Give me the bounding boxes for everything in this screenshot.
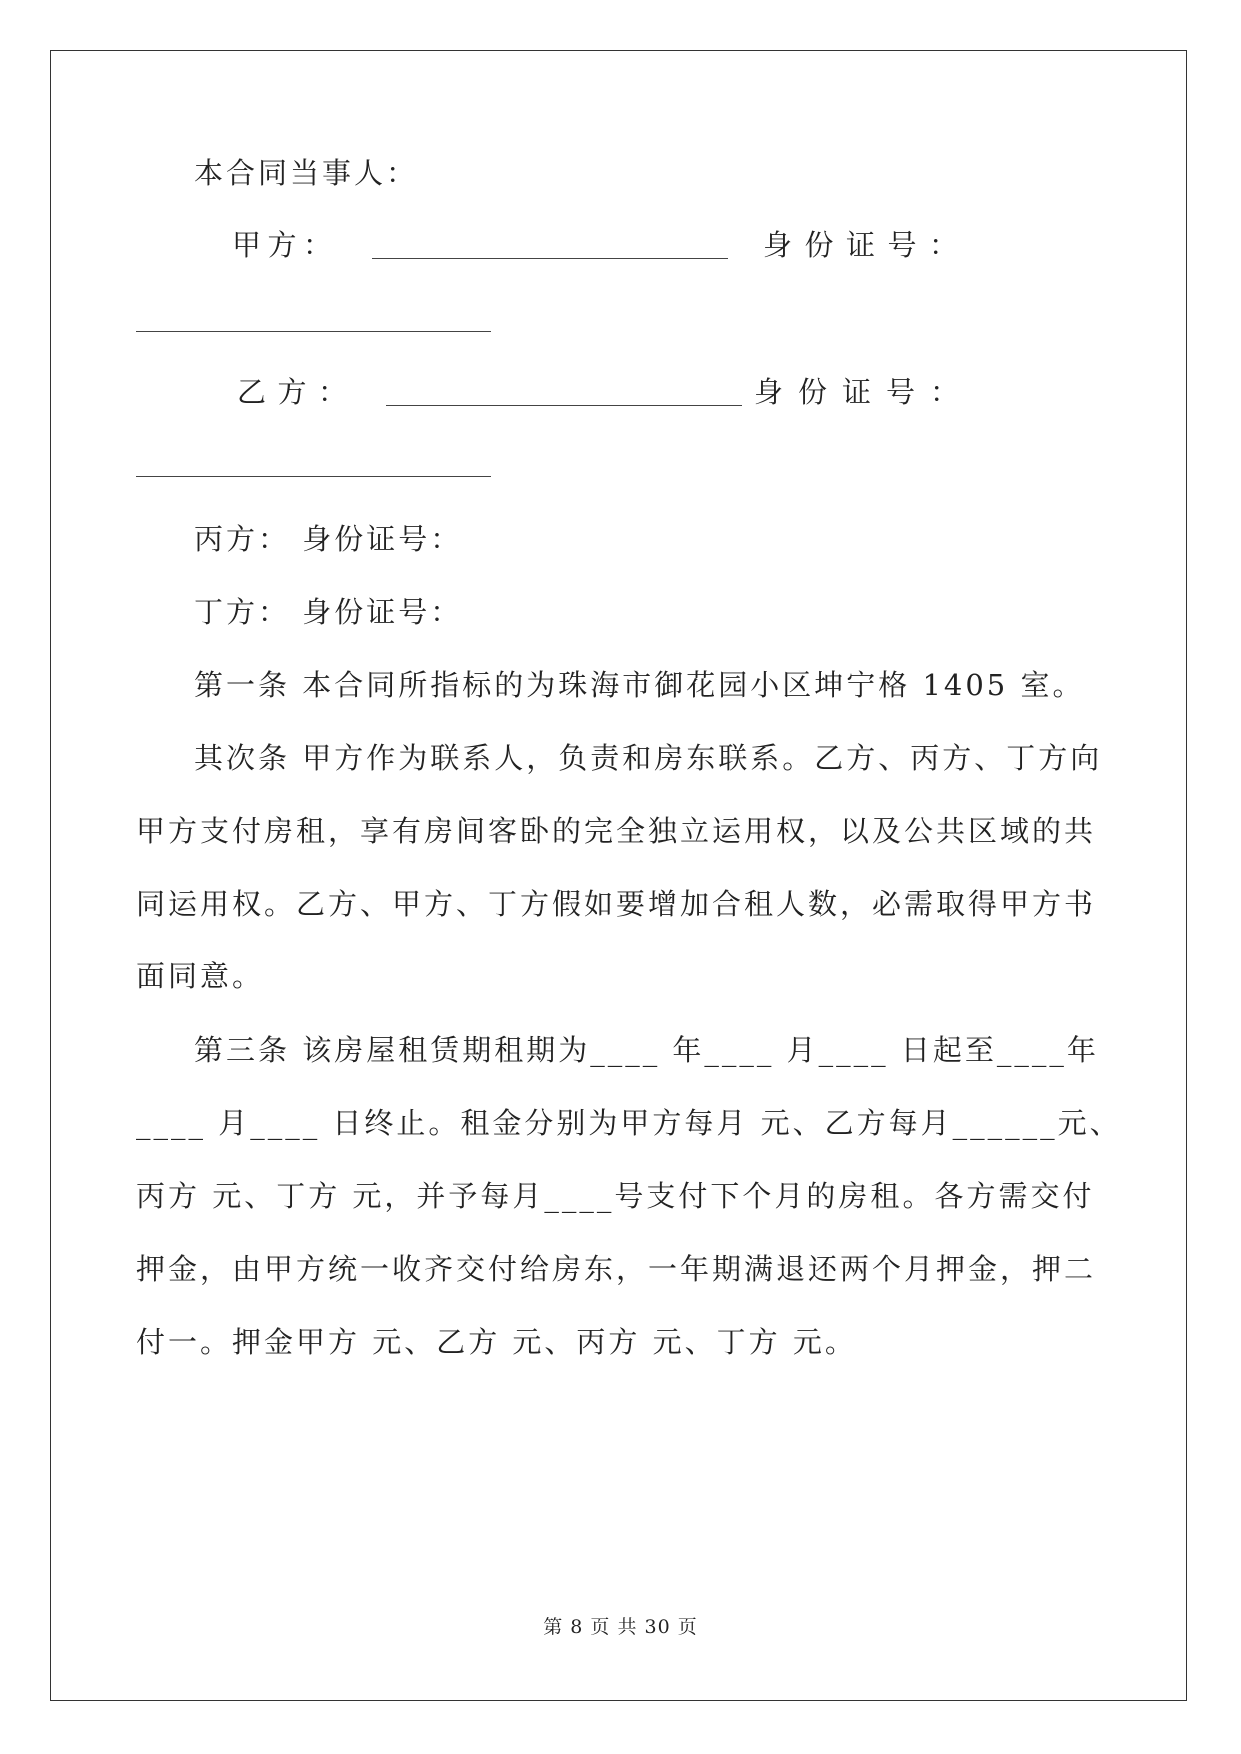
page-footer: 第 8 页 共 30 页 bbox=[543, 1616, 698, 1638]
article-3-line: ____ 月____ 日终止。租金分别为甲方每月 元、乙方每月______元、 bbox=[136, 1106, 1122, 1140]
id-label-char: 号 bbox=[887, 228, 917, 262]
party-b-char: 乙 bbox=[237, 375, 267, 409]
id-label-char: 身 bbox=[763, 228, 793, 262]
article-3-line: 押金，由甲方统一收齐交付给房东，一年期满退还两个月押金，押二 bbox=[136, 1252, 1097, 1286]
party-a-id-blank bbox=[136, 331, 491, 332]
article-2-line: 同运用权。乙方、甲方、丁方假如要增加合租人数，必需取得甲方书 bbox=[136, 887, 1097, 921]
article-1: 第一条 本合同所指标的为珠海市御花园小区坤宁格 1405 室。 bbox=[194, 668, 1085, 702]
party-b-char: ： bbox=[317, 375, 347, 409]
id-label-char: ： bbox=[928, 228, 958, 262]
id-label-char: 证 bbox=[841, 375, 871, 409]
article-3-line: 第三条 该房屋租赁期租期为____ 年____ 月____ 日起至____年 bbox=[194, 1033, 1099, 1067]
intro-line: 本合同当事人： bbox=[194, 156, 419, 190]
article-2-line: 面同意。 bbox=[136, 959, 265, 993]
party-b-row bbox=[237, 372, 347, 412]
party-a-id-label bbox=[763, 225, 958, 265]
id-label-char: 份 bbox=[804, 228, 834, 262]
party-b-id-label bbox=[754, 372, 959, 412]
article-3-line: 付一。押金甲方 元、乙方 元、丙方 元、丁方 元。 bbox=[136, 1325, 857, 1359]
page-border bbox=[50, 50, 1187, 1701]
article-3-line: 丙方 元、丁方 元，并予每月____号支付下个月的房租。各方需交付 bbox=[136, 1179, 1095, 1213]
party-d-line: 丁方： 身份证号： bbox=[194, 595, 463, 629]
party-b-name-blank bbox=[386, 405, 742, 406]
party-a-name-blank bbox=[372, 258, 728, 259]
id-label-char: 号 bbox=[885, 375, 915, 409]
party-a-char: 甲 bbox=[232, 228, 262, 262]
id-label-char: 份 bbox=[797, 375, 827, 409]
party-a-char: ： bbox=[302, 228, 332, 262]
article-2-line: 甲方支付房租，享有房间客卧的完全独立运用权，以及公共区域的共 bbox=[136, 814, 1097, 848]
party-a-char: 方 bbox=[267, 228, 297, 262]
id-label-char: 身 bbox=[754, 375, 784, 409]
article-2-line: 其次条 甲方作为联系人，负责和房东联系。乙方、丙方、丁方向 bbox=[194, 741, 1103, 775]
id-label-char: 证 bbox=[845, 228, 875, 262]
party-b-char: 方 bbox=[277, 375, 307, 409]
party-b-id-blank bbox=[136, 476, 491, 477]
party-c-line: 丙方： 身份证号： bbox=[194, 522, 463, 556]
party-a-row bbox=[232, 225, 332, 265]
id-label-char: ： bbox=[929, 375, 959, 409]
